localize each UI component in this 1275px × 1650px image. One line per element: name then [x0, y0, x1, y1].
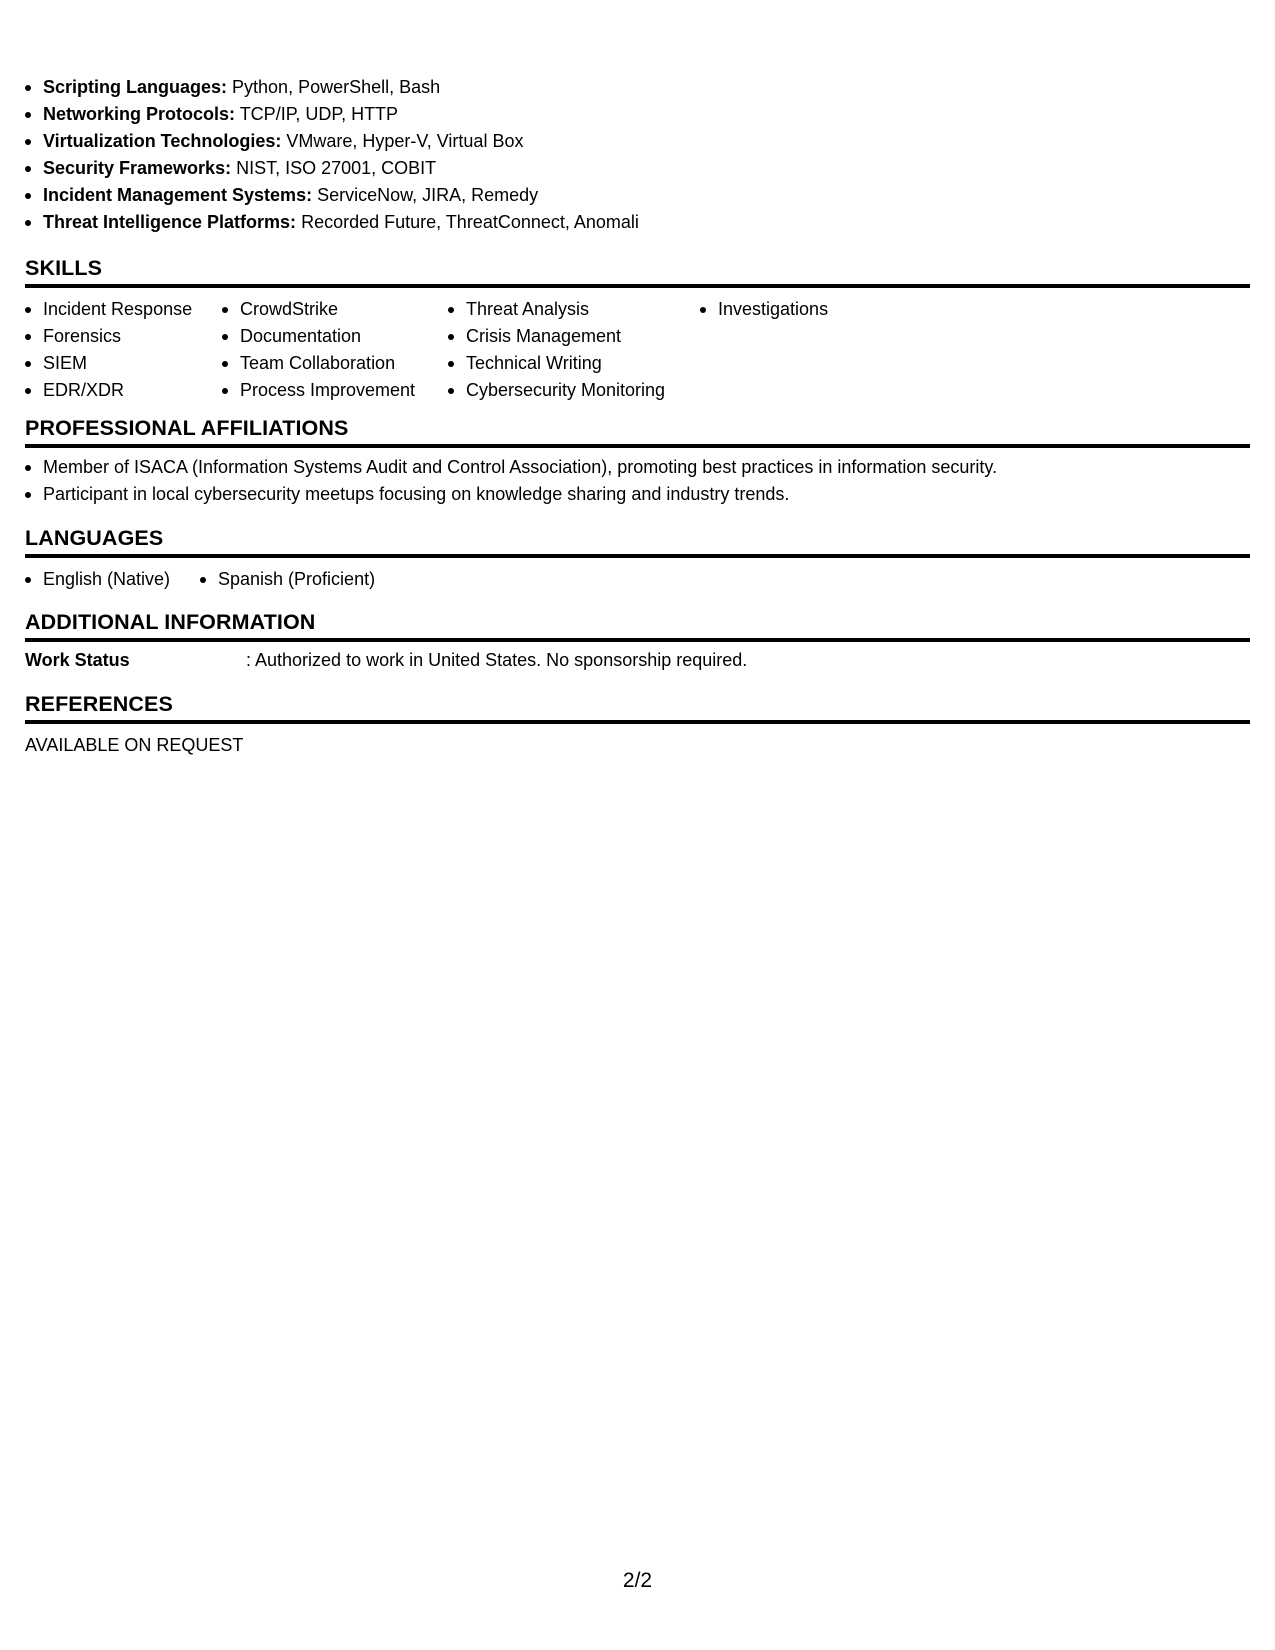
- list-item: Team Collaboration: [222, 350, 448, 377]
- list-item: Member of ISACA (Information Systems Audit and Control Association), promoting best practices in information security.: [25, 454, 1250, 481]
- list-item: Scripting Languages: Python, PowerShell, Bash: [25, 74, 639, 101]
- affiliations-heading: PROFESSIONAL AFFILIATIONS: [25, 415, 1250, 448]
- list-item: Investigations: [700, 296, 900, 323]
- skills-heading: SKILLS: [25, 255, 1250, 288]
- additional-info-section: [25, 609, 1250, 674]
- languages-heading: LANGUAGES: [25, 525, 1250, 558]
- references-heading: REFERENCES: [25, 691, 1250, 724]
- list-item: Threat Intelligence Platforms: Recorded Future, ThreatConnect, Anomali: [25, 209, 639, 236]
- skills-section: [25, 255, 1250, 404]
- list-item: Cybersecurity Monitoring: [448, 377, 700, 404]
- list-item: Networking Protocols: TCP/IP, UDP, HTTP: [25, 101, 639, 128]
- list-item: Process Improvement: [222, 377, 448, 404]
- skills-column-4: [700, 296, 900, 404]
- page-number: 2/2: [622, 1569, 653, 1592]
- list-item: Participant in local cybersecurity meetups focusing on knowledge sharing and industry trends.: [25, 481, 1250, 508]
- work-status-value: : Authorized to work in United States. No sponsorship required.: [246, 650, 748, 670]
- work-status-row: [25, 647, 1250, 674]
- list-item: Technical Writing: [448, 350, 700, 377]
- languages-list: [25, 566, 1250, 593]
- affiliations-section: [25, 415, 1250, 508]
- list-item: Crisis Management: [448, 323, 700, 350]
- skills-column-3: [448, 296, 700, 404]
- additional-info-heading: ADDITIONAL INFORMATION: [25, 609, 1250, 642]
- languages-section: [25, 525, 1250, 593]
- list-item: English (Native): [25, 566, 200, 593]
- skills-column-1: [25, 296, 222, 404]
- references-section: [25, 691, 1250, 759]
- affiliations-list: [25, 454, 1250, 508]
- languages-column-2: [200, 566, 375, 593]
- work-status-label: Work Status: [25, 650, 130, 670]
- technical-skills-list: [25, 74, 639, 236]
- list-item: Forensics: [25, 323, 222, 350]
- list-item: Virtualization Technologies: VMware, Hyper-V, Virtual Box: [25, 128, 639, 155]
- list-item: EDR/XDR: [25, 377, 222, 404]
- references-text: AVAILABLE ON REQUEST: [25, 735, 244, 755]
- skills-grid: [25, 296, 1250, 404]
- list-item: SIEM: [25, 350, 222, 377]
- list-item: CrowdStrike: [222, 296, 448, 323]
- languages-column-1: [25, 566, 200, 593]
- list-item: Spanish (Proficient): [200, 566, 375, 593]
- list-item: Threat Analysis: [448, 296, 700, 323]
- list-item: Incident Management Systems: ServiceNow, JIRA, Remedy: [25, 182, 639, 209]
- list-item: Documentation: [222, 323, 448, 350]
- skills-column-2: [222, 296, 448, 404]
- list-item: Security Frameworks: NIST, ISO 27001, COBIT: [25, 155, 639, 182]
- list-item: Incident Response: [25, 296, 222, 323]
